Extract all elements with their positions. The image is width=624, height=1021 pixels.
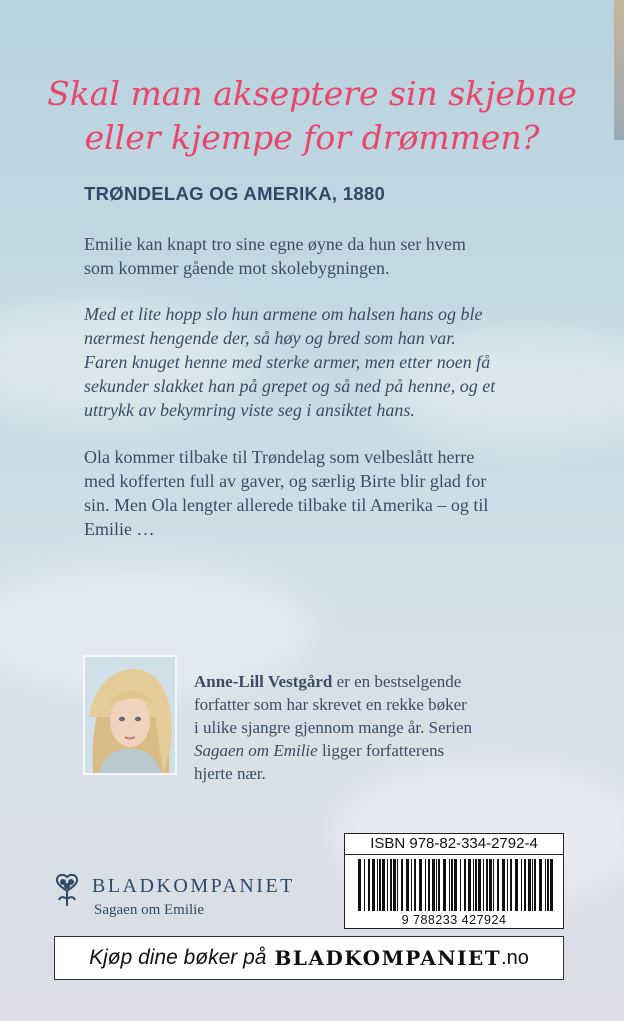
barcode-bar: [478, 859, 481, 911]
barcode-digits: 9 788233 427924: [401, 913, 507, 927]
barcode-bar: [428, 859, 430, 911]
barcode-bar: [528, 859, 531, 911]
text-line: [194, 670, 524, 693]
barcode-bar: [364, 859, 365, 911]
text-line: Faren knuget henne med sterke armer, men etter noen få: [84, 352, 491, 372]
barcode-bar: [379, 859, 381, 911]
text-line: Ola kommer tilbake til Trøndelag som velbeslått herre: [84, 447, 475, 467]
barcode-bar: [539, 859, 542, 911]
text-line: hjerte nær.: [194, 764, 266, 783]
text-line: nærmest hengende der, så høy og bred som han var.: [84, 328, 456, 348]
author-bio: [194, 670, 524, 785]
text-line: Emilie …: [84, 519, 155, 539]
barcode-bar: [406, 859, 409, 911]
barcode-bar: [451, 859, 453, 911]
barcode-bar: [473, 859, 474, 911]
text-line: sekunder slakket han på grepet og så ned på henne, og et: [84, 376, 496, 396]
barcode-bar: [521, 859, 522, 911]
text-line: i ulike sjangre gjennom mange år. Serien: [194, 718, 473, 737]
barcode-bar: [358, 859, 361, 911]
barcode-bar: [372, 859, 375, 911]
barcode-bar: [497, 859, 499, 911]
barcode-bar: [438, 859, 440, 911]
barcode-bar: [502, 859, 505, 911]
buy-suffix: .no: [501, 946, 529, 969]
tagline-line-1: Skal man akseptere sin skjebne: [47, 74, 577, 113]
text-line: forfatter som har skrevet en rekke bøker: [194, 695, 467, 714]
text-line: sin. Men Ola lengter allerede tilbake til Amerika – og til: [84, 495, 489, 515]
barcode-bar: [550, 859, 553, 911]
barcode-bar: [493, 859, 494, 911]
barcode-bar: [483, 859, 484, 911]
barcode-bar: [507, 859, 508, 911]
bio-text: er en bestselgende: [332, 672, 462, 691]
bio-text: ligger forfatterens: [317, 741, 445, 760]
barcode-bar: [368, 859, 370, 911]
barcode-bar: [414, 859, 416, 911]
section-heading: TRØNDELAG OG AMERIKA, 1880: [84, 183, 386, 204]
isbn-label: ISBN 978-82-334-2792-4: [344, 833, 564, 855]
barcode-bar: [390, 859, 392, 911]
flower-heart-logo-icon: [52, 873, 82, 907]
tagline-line-2: eller kjempe for drømmen?: [84, 118, 540, 157]
barcode-bar: [489, 859, 492, 911]
barcode-bar: [401, 859, 403, 911]
author-photo: [83, 655, 177, 775]
barcode-bar: [411, 859, 412, 911]
barcode-bar: [377, 859, 378, 911]
text-line: Med et lite hopp slo hun armene om halsen hans og ble: [84, 304, 483, 324]
series-title: Sagaen om Emilie: [194, 741, 318, 760]
author-portrait-illustration: [85, 657, 175, 773]
barcode-bar: [432, 859, 435, 911]
buy-banner: [54, 936, 564, 980]
publisher-series: Sagaen om Emilie: [94, 902, 204, 918]
barcode-bar: [460, 859, 461, 911]
barcode-bar: [397, 859, 398, 911]
barcode-bar: [545, 859, 546, 911]
barcode-bar: [475, 859, 477, 911]
buy-brand: BLADKOMPANIET: [274, 946, 502, 970]
text-line: uttrykk av bekymring viste seg i ansiktet hans.: [84, 400, 415, 420]
paragraph-summary: [84, 445, 554, 541]
text-line: som kommer gående mot skolebygningen.: [84, 258, 390, 278]
paragraph-intro: [84, 232, 554, 280]
barcode-bar: [532, 859, 533, 911]
text-line: med kofferten full av gaver, og særlig Birte blir glad for: [84, 471, 487, 491]
barcode-bar: [524, 859, 526, 911]
barcode-bar: [534, 859, 536, 911]
barcode-bar: [449, 859, 450, 911]
text-line: Emilie kan knapt tro sine egne øyne da hun ser hvem: [84, 234, 466, 254]
barcode-bar: [443, 859, 446, 911]
publisher-name: BLADKOMPANIET: [92, 875, 295, 897]
barcode-bar: [387, 859, 388, 911]
barcode: [344, 855, 564, 929]
barcode-bar: [425, 859, 426, 911]
barcode-bar: [510, 859, 512, 911]
buy-prefix: Kjøp dine bøker på: [89, 946, 267, 969]
barcode-bar: [464, 859, 466, 911]
barcode-bar: [454, 859, 457, 911]
publisher-block: [52, 873, 295, 918]
barcode-bar: [468, 859, 471, 911]
author-name: Anne-Lill Vestgård: [194, 672, 333, 691]
barcode-bar: [436, 859, 437, 911]
text-line: [194, 739, 524, 762]
barcode-bar: [419, 859, 422, 911]
barcode-bar: [393, 859, 396, 911]
barcode-bar: [486, 859, 488, 911]
paragraph-excerpt: [84, 302, 554, 422]
barcode-bars: [346, 859, 564, 917]
barcode-bar: [515, 859, 518, 911]
barcode-bar: [547, 859, 549, 911]
barcode-bar: [382, 859, 385, 911]
